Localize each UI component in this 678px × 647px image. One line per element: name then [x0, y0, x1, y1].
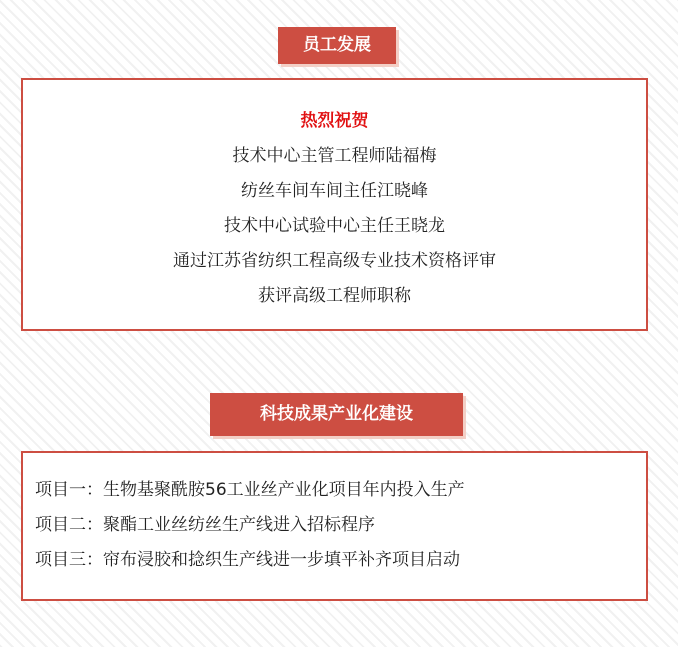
- congratulations-heading: 热烈祝贺: [300, 111, 369, 131]
- announcement-box: [21, 78, 648, 331]
- announcement-text: [23, 104, 646, 314]
- project-item: 项目二：聚酯工业丝纺丝生产线进入招标程序: [35, 515, 375, 535]
- project-item: 项目三：帘布浸胶和捻织生产线进一步填平补齐项目启动: [35, 550, 460, 570]
- announcement-line: 纺丝车间车间主任江晓峰: [241, 181, 428, 201]
- project-item: 项目一：生物基聚酰胺56工业丝产业化项目年内投入生产: [35, 480, 465, 500]
- section-title-tech-industrialization: 科技成果产业化建设: [210, 393, 463, 436]
- announcement-line: 技术中心主管工程师陆福梅: [232, 146, 437, 166]
- section-title-employee-development: 员工发展: [278, 27, 396, 64]
- announcement-line: 通过江苏省纺织工程高级专业技术资格评审: [173, 251, 496, 271]
- announcement-line: 技术中心试验中心主任王晓龙: [224, 216, 445, 236]
- project-list: [35, 473, 638, 578]
- project-list-box: [21, 451, 648, 601]
- announcement-line: 获评高级工程师职称: [258, 286, 411, 306]
